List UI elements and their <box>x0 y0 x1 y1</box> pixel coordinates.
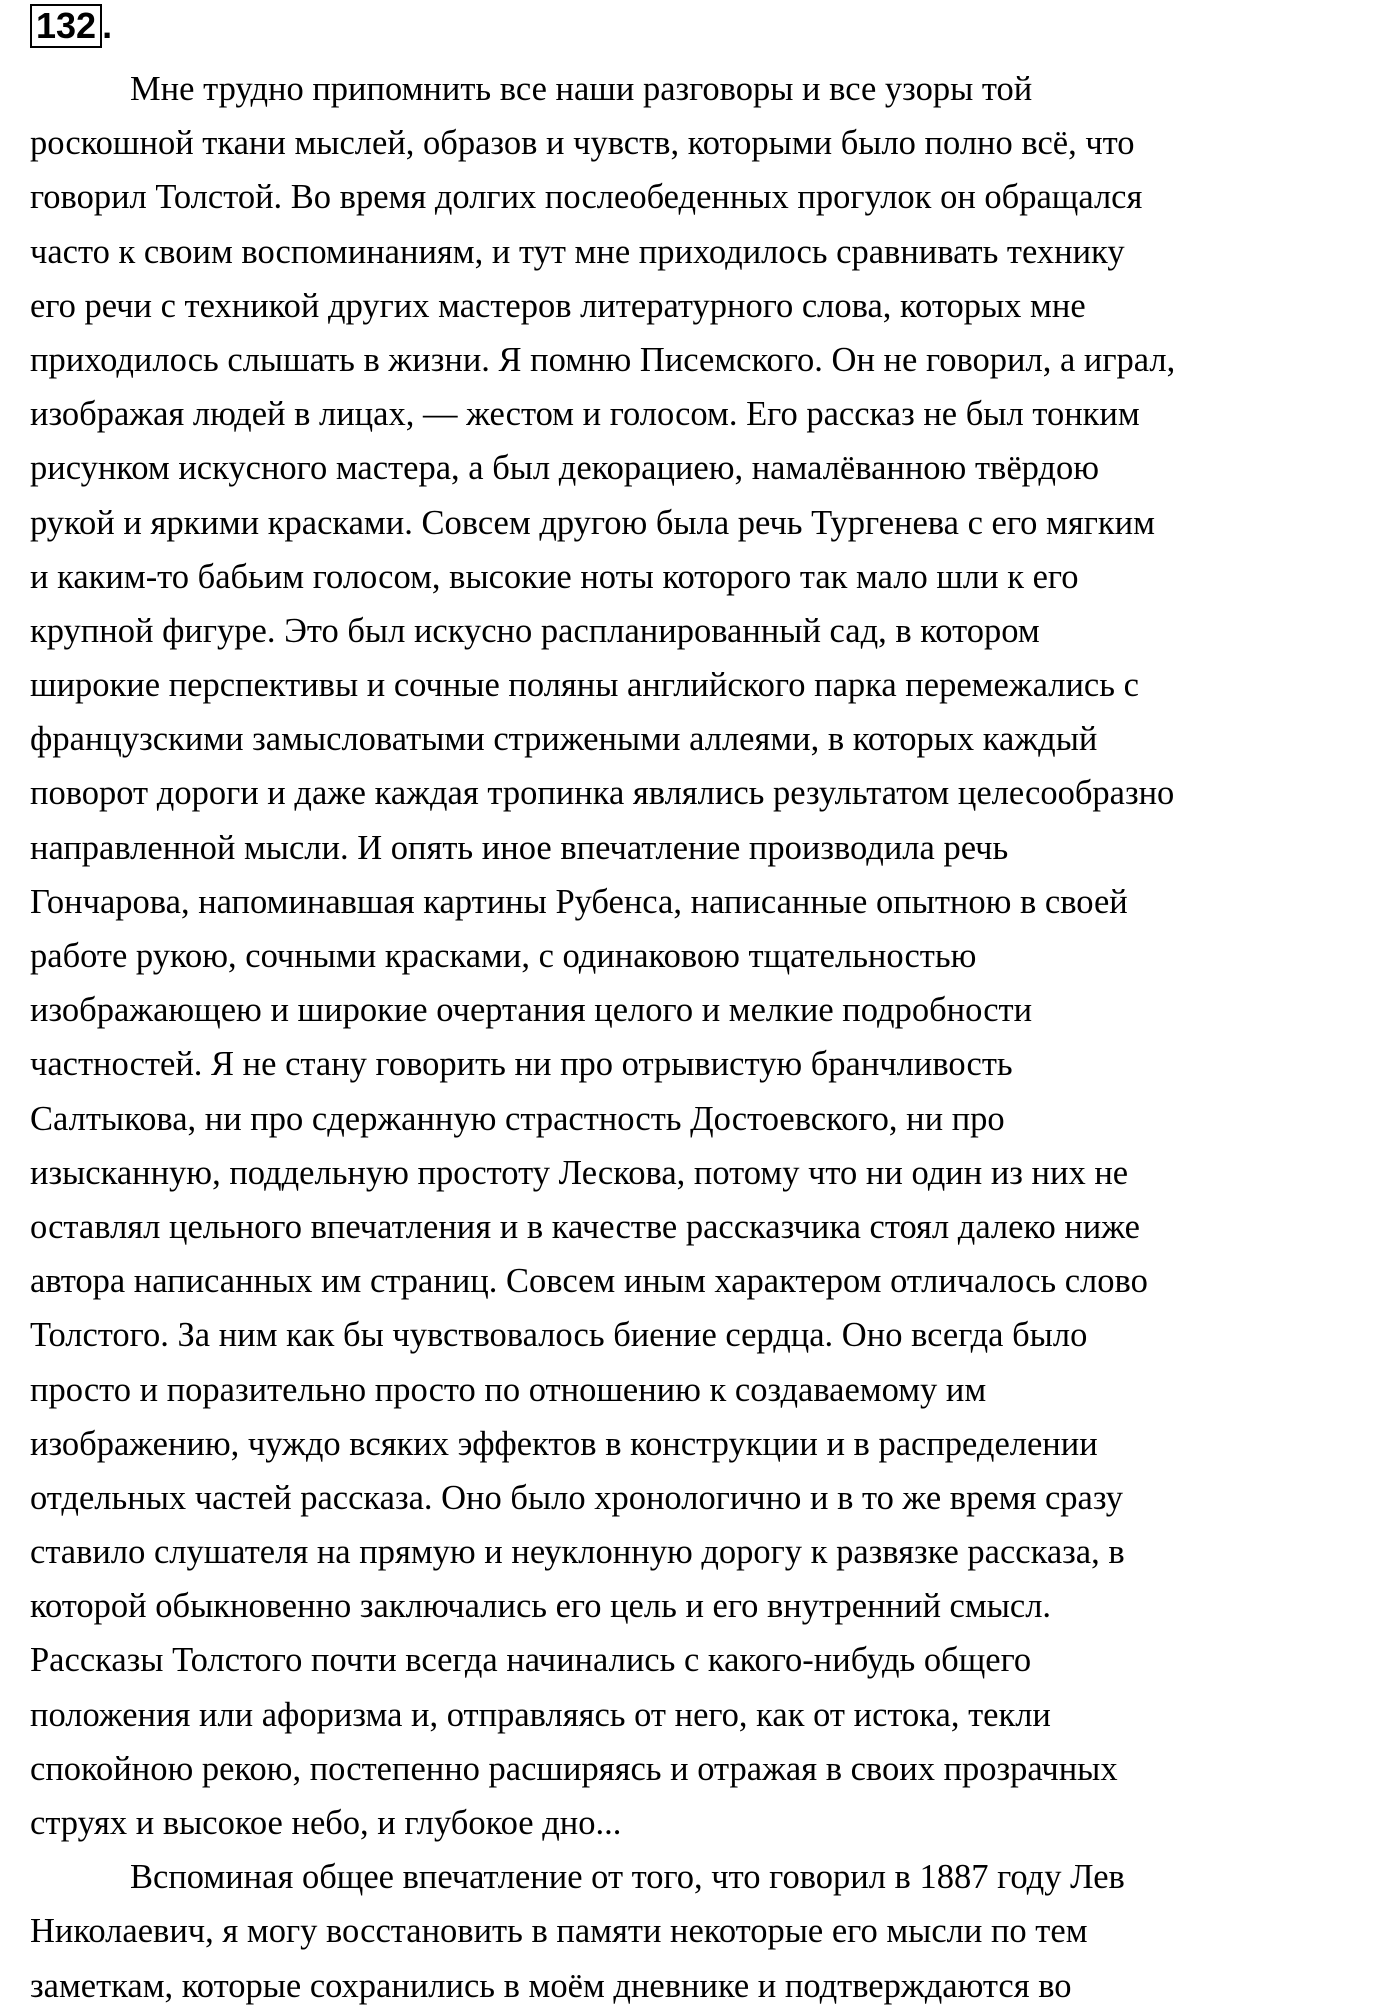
text-line: которой обыкновенно заключались его цель и его внутренний смысл. <box>30 1587 1052 1626</box>
text-line: изысканную, поддельную простоту Лескова, потому что ни один из них не <box>30 1153 1129 1192</box>
text-line: говорил Толстой. Во время долгих послеобеденных прогулок он обращался <box>30 178 1143 217</box>
text-line: крупной фигуре. Это был искусно распланированный сад, в котором <box>30 611 1040 650</box>
text-line: струях и высокое небо, и глубокое дно... <box>30 1804 622 1842</box>
text-line: роскошной ткани мыслей, образов и чувств, которыми было полно всё, что <box>30 124 1135 163</box>
text-line: работе рукою, сочными красками, с одинаковою тщательностью <box>30 937 977 975</box>
text-line: изображая людей в лицах, — жестом и голосом. Его рассказ не был тонким <box>30 395 1140 434</box>
exercise-number <box>30 4 112 48</box>
text-line: приходилось слышать в жизни. Я помню Писемского. Он не говорил, а играл, <box>30 340 1176 379</box>
text-line: французскими замысловатыми стрижеными аллеями, в которых каждый <box>30 720 1098 759</box>
text-line: рукой и яркими красками. Совсем другою была речь Тургенева с его мягким <box>30 503 1155 542</box>
text-line: частностей. Я не стану говорить ни про отрывистую бранчливость <box>30 1045 1013 1084</box>
paragraph-2-line-1: Вспоминая общее впечатление от того, что говорил в 1887 году Лев <box>130 1858 1125 1897</box>
text-line: автора написанных им страниц. Совсем иным характером отличалось слово <box>30 1262 1148 1301</box>
text-line: его речи с техникой других мастеров литературного слова, которых мне <box>30 286 1086 325</box>
paragraph-1-line-1: Мне трудно припомнить все наши разговоры и все узоры той <box>130 70 1033 108</box>
text-line: рисунком искусного мастера, а был декорациею, намалёванною твёрдою <box>30 449 1100 488</box>
text-line: заметкам, которые сохранились в моём дневнике и подтверждаются во <box>30 1966 1072 2005</box>
text-line: изображающею и широкие очертания целого и мелкие подробности <box>30 991 1033 1030</box>
exercise-number-box: 132 <box>30 4 102 48</box>
exercise-number-suffix: . <box>102 5 113 46</box>
text-line: ставило слушателя на прямую и неуклонную дорогу к развязке рассказа, в <box>30 1533 1125 1572</box>
text-line: отдельных частей рассказа. Оно было хронологично и в то же время сразу <box>30 1478 1124 1517</box>
text-line: изображению, чуждо всяких эффектов в конструкции и в распределении <box>30 1424 1098 1463</box>
text-line: поворот дороги и даже каждая тропинка являлись результатом целесообразно <box>30 774 1175 813</box>
text-body <box>30 62 1390 2013</box>
text-line: просто и поразительно просто по отношению к создаваемому им <box>30 1370 987 1409</box>
text-line: и каким-то бабьим голосом, высокие ноты которого так мало шли к его <box>30 557 1079 596</box>
text-line: часто к своим воспоминаниям, и тут мне приходилось сравнивать технику <box>30 232 1125 271</box>
text-line: положения или афоризма и, отправляясь от него, как от истока, текли <box>30 1695 1051 1734</box>
text-line: Николаевич, я могу восстановить в памяти некоторые его мысли по тем <box>30 1912 1088 1951</box>
text-line: Рассказы Толстого почти всегда начинались с какого-нибудь общего <box>30 1641 1032 1680</box>
text-line: спокойною рекою, постепенно расширяясь и отражая в своих прозрачных <box>30 1749 1118 1788</box>
text-line: широкие перспективы и сочные поляны английского парка перемежались с <box>30 666 1139 705</box>
text-line: направленной мысли. И опять иное впечатление производила речь <box>30 828 1009 867</box>
text-line: Толстого. За ним как бы чувствовалось биение сердца. Оно всегда было <box>30 1316 1088 1355</box>
text-line: Гончарова, напоминавшая картины Рубенса, написанные опытною в своей <box>30 882 1128 921</box>
text-line: Салтыкова, ни про сдержанную страстность Достоевского, ни про <box>30 1099 1005 1138</box>
text-line: оставлял цельного впечатления и в качестве рассказчика стоял далеко ниже <box>30 1207 1140 1246</box>
